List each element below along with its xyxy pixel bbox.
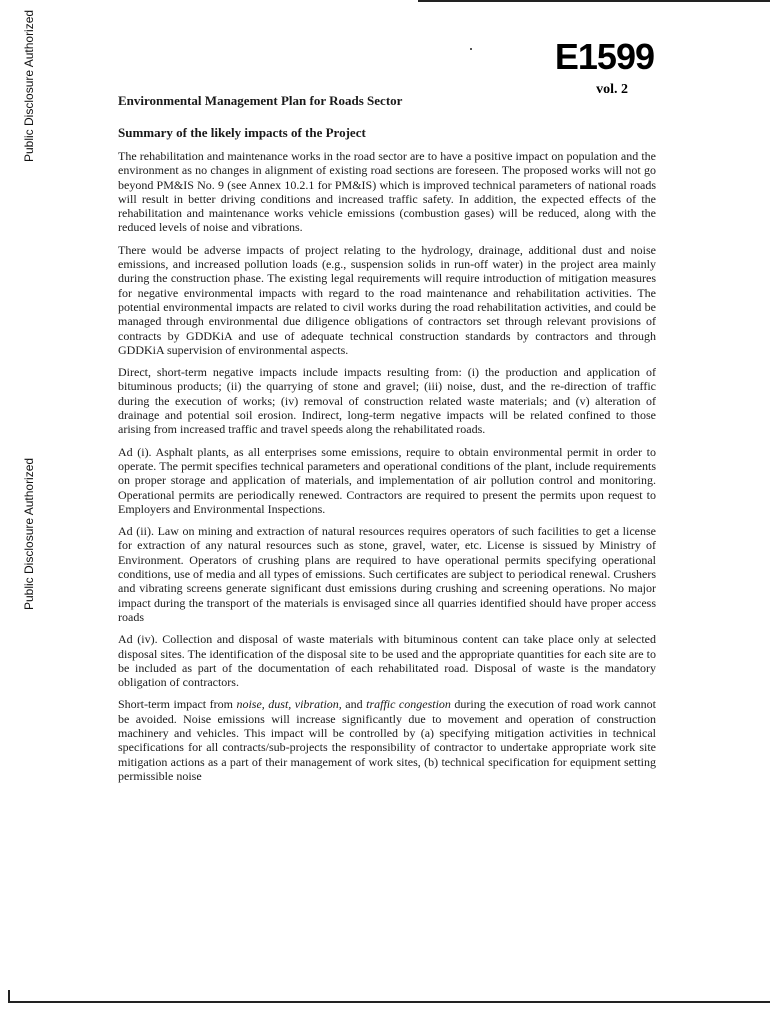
disclosure-label-top: Public Disclosure Authorized <box>22 9 36 162</box>
top-rule <box>418 0 770 2</box>
document-id: E1599 <box>554 36 654 77</box>
bottom-rule <box>8 1001 770 1003</box>
section-heading: Summary of the likely impacts of the Project <box>118 125 366 140</box>
scan-speck <box>470 48 472 50</box>
emphasis-noise-dust-vibration: noise, dust, vibration, <box>236 697 342 712</box>
paragraph-adverse-impacts: There would be adverse impacts of project relating to the hydrology, drainage, additional dust and noise emissions, and increased pollution loads (e.g., suspension solids in run-off water) in the project area mainly during the construction phase. The existing legal requirements will require introduction of mitigation measures for negative environmental impacts with regard to the road maintenance and rehabilitation activities. The potential environmental impacts are related to civil works during the road rehabilitation activities, and could be managed through environmental due diligence obligations of contractors set through relevant provisions of contracts by GDDKiA and use of adequate technical construction standards by contractors and through GDDKiA supervision of environmental aspects. <box>118 242 656 357</box>
document-title: Environmental Management Plan for Roads Sector <box>118 93 403 108</box>
text-run: Short-term impact from <box>118 697 237 712</box>
paragraph-direct-impacts: Direct, short-term negative impacts include impacts resulting from: (i) the production and application of bituminous products; (ii) the quarrying of stone and gravel; (iii) noise, dust, and the re-direction of traffic during the execution of works; (iv) removal of construction related waste materials; and (v) alteration of drainage and potential soil erosion. Indirect, long-term negative impacts will be related confined to those arising from increased traffic and travel speeds along the rehabilitated roads. <box>118 365 656 437</box>
text-run: during the execution of road work cannot be avoided. Noise emissions will increase significantly due to movement and operation of construction machinery and vehicles. This impact will be controlled by (a) specifying mitigation activities in technical specifications for all contracts/sub-projects the responsibility of contractor to undertake appropriate work site mitigation actions as a part of their management of work sites, (b) technical specification for equipment setting permissible noise <box>118 697 656 783</box>
paragraph-ad-ii: Ad (ii). Law on mining and extraction of natural resources requires operators of such facilities to get a license for extraction of any natural resources such as stone, gravel, water, etc. License is sissued by Ministry of Environment. Operators of crushing plans are required to have operational permits specifying operational conditions, use of media and all types of emissions. Such certificates are subject to periodical renewal. Crushers and vibrating screens generate significant dust emissions during crushing and screening operations. No major impact during the transport of the materials is envisaged since all quarries identified should have proper access roads <box>118 524 656 624</box>
volume-label: vol. 2 <box>596 82 628 97</box>
paragraph-ad-iv: Ad (iv). Collection and disposal of waste materials with bituminous content can take place only at selected disposal sites. The identification of the disposal site to be used and the appropriate quantities for each site are to be included as part of the documentation of each rehabilitated road. Disposal of waste is the mandatory obligation of contractors. <box>118 632 656 690</box>
paragraph-short-term-impact <box>118 697 656 783</box>
document-body <box>118 125 656 791</box>
text-run: and <box>341 697 367 712</box>
paragraph-ad-i: Ad (i). Asphalt plants, as all enterprises some emissions, require to obtain environmental permit in order to operate. The permit specifies technical parameters and operational conditions of the plant, include requirements on proper storage and application of materials, and implementation of air pollution control and monitoring. Operational permits are periodically renewed. Contractors are required to present the permits upon request to Employers and Environmental Inspections. <box>118 444 656 516</box>
paragraph-overview: The rehabilitation and maintenance works in the road sector are to have a positive impact on population and the environment as no changes in alignment of existing road sections are foreseen. The proposed works will not go beyond PM&IS No. 9 (see Annex 10.2.1 for PM&IS) which is improved technical parameters of national roads will result in better driving conditions and increased traffic safety. In addition, the expected effects of the rehabilitation and maintenance works vehicle emissions (combustion gases) will be reduced, along with the reduced levels of noise and vibrations. <box>118 149 656 235</box>
disclosure-label-bottom: Public Disclosure Authorized <box>22 457 36 610</box>
emphasis-traffic-congestion: traffic congestion <box>366 697 451 712</box>
